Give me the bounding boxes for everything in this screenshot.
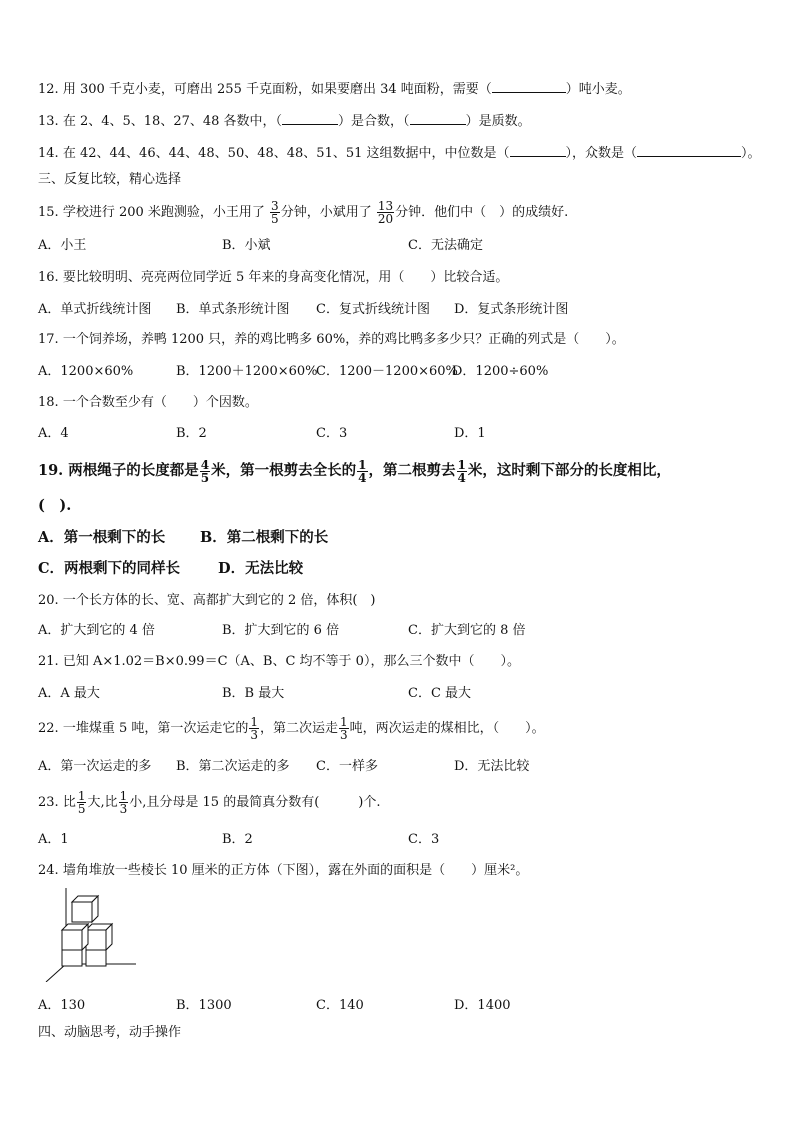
option-b[interactable]: B．1300 <box>176 998 232 1013</box>
option-a[interactable]: A．扩大到它的 4 倍 <box>38 623 155 638</box>
option-a[interactable]: A．单式折线统计图 <box>38 302 152 317</box>
option-a[interactable]: A．第一根剩下的长 <box>38 529 166 546</box>
option-c[interactable]: C．3 <box>408 832 440 847</box>
option-b[interactable]: B．第二次运走的多 <box>176 759 290 774</box>
option-b[interactable]: B．2 <box>176 426 207 441</box>
question-19: 19. 两根绳子的长度都是 $\frac{4}{5}$ 米，第一根剪去全长的 $\frac{1}{4}$ ，第二根剪去 $\frac{1}{4}$ 米，这时剩下部分的长度相比， <box>38 457 671 485</box>
option-b[interactable]: B．小斌 <box>222 238 271 253</box>
section-title: 三、反复比较，精心选择 <box>38 172 182 187</box>
option-b[interactable]: B．扩大到它的 6 倍 <box>222 623 340 638</box>
question-15: 15. 学校进行 200 米跑测验，小王用了 $\frac{3}{5}$ 分钟，小斌用了 $\frac{13}{20}$ 分钟．他们中（ ）的成绩好. <box>38 199 569 226</box>
answer-blank[interactable] <box>410 112 466 125</box>
option-a[interactable]: A．1 <box>38 832 69 847</box>
option-c[interactable]: C．140 <box>316 998 364 1013</box>
fraction: $\frac{1}{5}$ <box>77 789 86 816</box>
answer-blank[interactable] <box>510 144 566 157</box>
option-d[interactable]: D．1200÷60% <box>452 364 549 379</box>
stacked-cubes-figure <box>38 888 138 982</box>
option-c[interactable]: C．一样多 <box>316 759 378 774</box>
option-d[interactable]: D．无法比较 <box>454 759 530 774</box>
option-a[interactable]: A．1200×60% <box>38 364 134 379</box>
option-d[interactable]: D．1400 <box>454 998 511 1013</box>
question-18: 18. 一个合数至少有（ ）个因数。 <box>38 395 258 410</box>
option-a[interactable]: A．130 <box>38 998 86 1013</box>
option-a[interactable]: A．A 最大 <box>38 686 100 701</box>
fraction: $\frac{1}{4}$ <box>358 457 367 485</box>
answer-blank[interactable] <box>492 80 566 93</box>
fraction: $\frac{13}{20}$ <box>377 199 394 226</box>
option-c[interactable]: C．复式折线统计图 <box>316 302 430 317</box>
section-title: 四、动脑思考，动手操作 <box>38 1025 182 1040</box>
answer-blank[interactable] <box>637 144 741 157</box>
fraction: $\frac{1}{3}$ <box>340 715 348 742</box>
option-c[interactable]: C．两根剩下的同样长 <box>38 560 181 577</box>
option-b[interactable]: B．第二根剩下的长 <box>200 529 329 546</box>
question-17: 17. 一个饲养场，养鸭 1200 只，养的鸡比鸭多 60%，养的鸡比鸭多多少只？正确的列式是（ ）。 <box>38 332 625 347</box>
question-19-cont: ( ). <box>38 497 72 514</box>
question-14: 14. 在 42、44、46、44、48、50、48、48、51、51 这组数据中，中位数是（ ），众数是（ ）。 <box>38 146 761 161</box>
option-d[interactable]: D．复式条形统计图 <box>454 302 569 317</box>
fraction: $\frac{4}{5}$ <box>200 457 210 485</box>
option-c[interactable]: C．无法确定 <box>408 238 483 253</box>
question-24: 24. 墙角堆放一些棱长 10 厘米的正方体（下图），露在外面的面积是（ ）厘米²。 <box>38 863 529 878</box>
option-c[interactable]: C．扩大到它的 8 倍 <box>408 623 526 638</box>
answer-blank[interactable] <box>282 112 338 125</box>
fraction: $\frac{1}{3}$ <box>250 715 259 742</box>
question-23: 23. 比 $\frac{1}{5}$ 大,比 $\frac{1}{3}$ 小,且分母是 15 的最简真分数有( )个. <box>38 789 381 816</box>
fraction: $\frac{1}{4}$ <box>457 457 466 485</box>
option-a[interactable]: A．4 <box>38 426 69 441</box>
question-22: 22. 一堆煤重 5 吨，第一次运走它的 $\frac{1}{3}$ ，第二次运走 $\frac{1}{3}$ 吨，两次运走的煤相比，（ ）。 <box>38 715 545 742</box>
option-a[interactable]: A．小王 <box>38 238 87 253</box>
question-20: 20. 一个长方体的长、宽、高都扩大到它的 2 倍，体积( ) <box>38 593 376 608</box>
question-16: 16. 要比较明明、亮亮两位同学近 5 年来的身高变化情况，用（ ）比较合适。 <box>38 270 509 285</box>
option-d[interactable]: D．无法比较 <box>218 560 304 577</box>
option-b[interactable]: B．1200＋1200×60% <box>176 364 318 379</box>
option-c[interactable]: C．3 <box>316 426 348 441</box>
fraction: $\frac{1}{3}$ <box>119 789 128 816</box>
option-c[interactable]: C．C 最大 <box>408 686 472 701</box>
option-d[interactable]: D．1 <box>454 426 486 441</box>
option-b[interactable]: B．B 最大 <box>222 686 285 701</box>
option-b[interactable]: B．2 <box>222 832 253 847</box>
question-13: 13. 在 2、4、5、18、27、48 各数中，（ ）是合数，（ ）是质数。 <box>38 114 531 129</box>
option-b[interactable]: B．单式条形统计图 <box>176 302 290 317</box>
question-21: 21. 已知 A×1.02＝B×0.99＝C（A、B、C 均不等于 0），那么三个数中（ ）。 <box>38 654 520 669</box>
fraction: $\frac{3}{5}$ <box>271 199 279 226</box>
option-a[interactable]: A．第一次运走的多 <box>38 759 152 774</box>
option-c[interactable]: C．1200－1200×60% <box>316 364 458 379</box>
question-12: 12. 用 300 千克小麦，可磨出 255 千克面粉，如果要磨出 34 吨面粉，需要（ ）吨小麦。 <box>38 82 631 97</box>
